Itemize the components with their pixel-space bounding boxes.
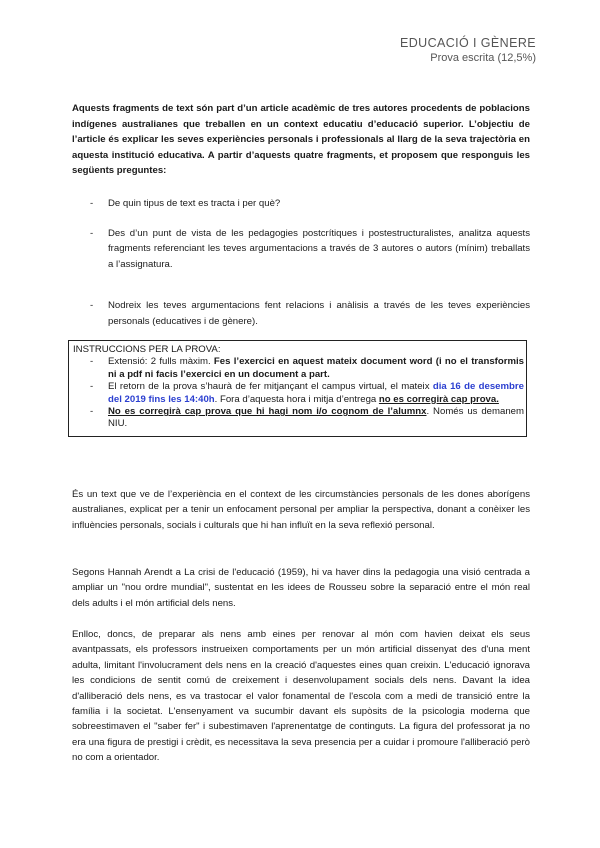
exam-subtitle: Prova escrita (12,5%): [430, 52, 536, 64]
instruction-item: [72, 356, 524, 381]
instructions-box: [68, 340, 527, 437]
deadline-date: dia 16 de desembre del 2019 fins les 14:40h: [108, 381, 524, 405]
instruction-bold-text: Fes l’exercici en aquest mateix document word (i no el transformis ni a pdf ni facis l’exercici en un document a part.: [108, 356, 525, 380]
instruction-text: El retorn de la prova s’haurà de fer mitjançant el campus virtual, el mateix: [108, 381, 433, 393]
instruction-item: [72, 381, 524, 406]
answer-paragraph: Segons Hannah Arendt a La crisi de l'educació (1959), hi va haver dins la pedagogia una visió centrada a ampliar un "nou ordre mundial", sustentat en les idees de Rousseu sobre la separació entre el món real dels adults i el món artificial dels nens.: [72, 567, 530, 609]
question-item: - De quin tipus de text es tracta i per què?: [72, 196, 530, 212]
instruction-warning: No es corregirà cap prova que hi hagi nom i/o cognom de l’alumnx: [108, 406, 427, 418]
intro-paragraph: Aquests fragments de text són part d’un article acadèmic de tres autores procedents de poblacions indígenes australianes que treballen en un context educatiu d’educació superior. L’objectiu de l’article és explicar les seves experiències personals i professionals al llarg de la seva trajectòria en aquesta institució educativa. A partir d’aquests quatre fragments, et proposem que responguis les següents preguntes:: [72, 103, 530, 177]
question-item: - Nodreix les teves argumentacions fent relacions i anàlisis a través de les teves experiències personals (educatives i de gènere).: [72, 298, 530, 329]
instruction-item: [72, 406, 524, 431]
instructions-list: [72, 356, 524, 430]
instruction-text: Extensió: 2 fulls màxim.: [108, 356, 214, 368]
instruction-text: . Només us demanem NIU.: [108, 406, 524, 430]
course-title: EDUCACIÓ I GÈNERE: [400, 36, 536, 50]
question-item: - Des d’un punt de vista de les pedagogies postcrítiques i postestructuralistes, analitza aquests fragments referenciant les teves argumentacions a través de 3 autores o autors (mínim) treballats a l’assignatura.: [72, 226, 530, 273]
instructions-title: INSTRUCCIONS PER LA PROVA:: [73, 344, 221, 355]
document-header: [400, 36, 536, 64]
instruction-text: . Fora d’aquesta hora i mitja d’entrega: [214, 393, 379, 405]
answer-paragraph: Enlloc, doncs, de preparar als nens amb eines per renovar al món com havien deixat els seus avantpassats, els professors instrueixen comportaments per un món artificial dissenyat des d'una ment adulta, limitant l'involucrament dels nens en la creació d'aquestes eines quan creixin. L'educació ignorava les condicions de sentit comú de creixement i desenvolupament socials dels nens. Davant la idea d'alliberació dels nens, es va trastocar el valor fonamental de l'escola com a medi de transició entre la família i la societat. L'ensenyament va sucumbir davant els supòsits de la psicologia moderna que sobreestimaven el "saber fer" i subestimaven l'aprenentatge de continguts. La figura del professorat ja no era una figura de prestigi i crèdit, es necessitava la seva presencia per a cuidar i promoure l'alliberació però no com a orientador.: [72, 629, 530, 764]
instruction-warning: no es corregirà cap prova.: [378, 393, 499, 405]
question-list: [72, 196, 530, 330]
answer-paragraph: És un text que ve de l’experiència en el context de les circumstàncies personals de les dones aborígens australianes, explicat per a tenir un enfocament personal per ampliar la perspectiva, donant a conèixer les influències personals, socials i culturals que hi han influït en la seva reflexió personal.: [72, 489, 530, 531]
